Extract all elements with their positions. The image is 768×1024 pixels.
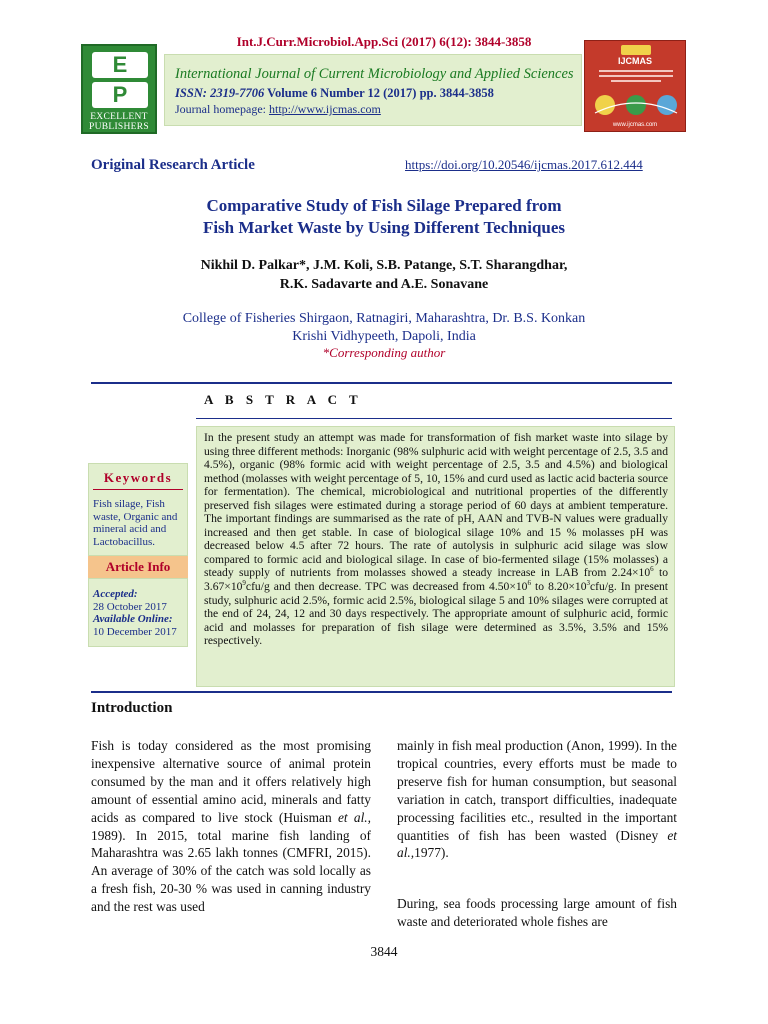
divider-bottom [91,691,672,693]
logo-letter-e: E [92,52,148,78]
journal-cover-thumbnail [584,40,686,132]
cover-text-line [611,80,661,82]
issn: ISSN: 2319-7706 [175,86,265,100]
abstract-divider [196,418,672,419]
running-head: Int.J.Curr.Microbiol.App.Sci (2017) 6(12): 3844-3858 [236,34,532,49]
abstract-exponent: 9 [242,579,246,588]
online-date: 10 December 2017 [93,625,177,638]
page-number: 3844 [370,944,398,959]
logo-letter-p: P [92,82,148,108]
intro-text: Fish is today considered as the most promising inexpensive alternative source of animal protein consumed by the man and it offers relatively high amount of essential amino acid, minerals and fatty acids as compared to live stock (Huisman [91,738,371,825]
abstract-part: cfu/g. In present study, sulphuric acid 2.5%, formic acid 2.5%, biological silage 5 and 10% silages were corrupted at the end of 24, 24, 12 and 30 days respectively. The appropriate amount of sulphuric acid, formic acid and molasses for preparation of fish silage were determined as 3.5%, 3.5% and 15% respectively. [204,580,668,648]
accepted-label: Accepted: [93,588,138,600]
intro-column-right-paragraph2: During, sea foods processing large amount of fish waste and deteriorated whole fishes are [397,896,677,929]
abstract-part: In the present study an attempt was made for transformation of fish market waste into silage by using three different methods: Inorganic (98% sulphuric acid with weight percentage of 2.5, 3.5 and 4.5%), organic (98% formic acid with weight percentage of 2.5, 3.5 and 4.5%) and biological method (molasses with weight percentage of 5, 10, 15% and curd used as lactic acid bacteria source for fermentation). The chemical, microbiological and nutritional properties of the differently preserved fish silages were estimated during a storage period of 60 days at ambient temperature. The important findings are summarised as the rate of pH, AAN and TVB-N values were gradually increased and then get stable. In case of biological silage 10% and 15 % molasses pH was decreased below 4.5 after 72 hours. The rate of autolysis in sulphuric acid silage was slow compared to formic acid and biological silage. In case of bio-fermented silage (15% molasses) a steady supply of nutrients from molasses showed a steady increase in LAB from 2.24×10 [204,431,668,580]
article-title-line1: Comparative Study of Fish Silage Prepared from [206,196,562,215]
authors-line2: R.K. Sadavarte and A.E. Sonavane [279,277,489,292]
abstract-exponent: 6 [650,565,654,574]
logo-text-line1: EXCELLENT [90,112,148,122]
homepage-link[interactable]: http://www.ijcmas.com [268,102,381,116]
intro-text: mainly in fish meal production (Anon, 1999). In the tropical countries, every efforts must be made to preserve fish for human consumption, but seasonal variation in catch, transport difficulties, inadequate processing facilities etc., resulted in the important quantities of fish has been wasted (Disney [397,738,677,843]
abstract-part: to 3.67×10 [204,566,668,594]
logo-text-line2: PUBLISHERS [88,122,149,132]
abstract-text [204,431,668,648]
abstract-heading: A B S T R A C T [204,392,363,407]
affiliation-line1: College of Fisheries Shirgaon, Ratnagiri, Maharashtra, Dr. B.S. Konkan [182,311,586,326]
journal-homepage [175,102,381,117]
intro-column-left [91,737,371,916]
keywords-divider [93,489,183,490]
abstract-exponent: 6 [527,579,531,588]
doi-link[interactable]: https://doi.org/10.20546/ijcmas.2017.612.444 [405,157,643,172]
keywords-heading: Keywords [103,470,173,485]
intro-text: 1989). In 2015, total marine fish landing of Maharashtra was 2.65 lakh tonnes (CMFRI, 2015). An average of 30% of the catch was sold locally as a fresh fish, 20-30 % was used in canning industry and the rest was used [91,827,371,915]
intro-citation-etal: et al., [397,827,677,861]
cover-text-line [599,70,673,72]
volume-info: Volume 6 Number 12 (2017) pp. 3844-3858 [267,86,494,100]
journal-name: International Journal of Current Microbiology and Applied Sciences [175,66,574,82]
cover-url: www.ijcmas.com [612,122,658,128]
accepted-date: 28 October 2017 [93,600,167,613]
abstract-part: to 8.20×10 [530,580,587,594]
article-type: Original Research Article [91,157,255,173]
cover-artwork [591,91,681,119]
affiliation-line2: Krishi Vidhypeeth, Dapoli, India [292,329,476,344]
publisher-logo [81,44,157,134]
intro-text: 1977). [414,845,449,861]
homepage-label: Journal homepage: [175,102,269,116]
cover-circle [626,95,646,115]
article-title-line2: Fish Market Waste by Using Different Techniques [202,218,566,237]
introduction-heading: Introduction [91,700,173,716]
authors-line1: Nikhil D. Palkar*, J.M. Koli, S.B. Patange, S.T. Sharangdhar, [200,258,568,273]
abstract-exponent: 3 [586,579,591,588]
corresponding-author: *Corresponding author [322,345,446,360]
article-dates [93,588,185,638]
intro-column-right [397,737,677,862]
cover-badge [621,45,651,55]
issn-volume-line [175,86,494,101]
keywords-list: Fish silage, Fish waste, Organic and mineral acid and Lactobacillus. [93,498,178,548]
abstract-part: cfu/g and then decrease. TPC was decreased from 4.50×10 [245,580,528,594]
intro-citation-etal: et al., [337,809,372,825]
article-info-heading: Article Info [105,559,171,574]
cover-title: IJCMAS [617,56,652,66]
cover-text-line [599,75,673,77]
online-label: Available Online: [93,613,173,625]
divider-top [91,382,672,384]
